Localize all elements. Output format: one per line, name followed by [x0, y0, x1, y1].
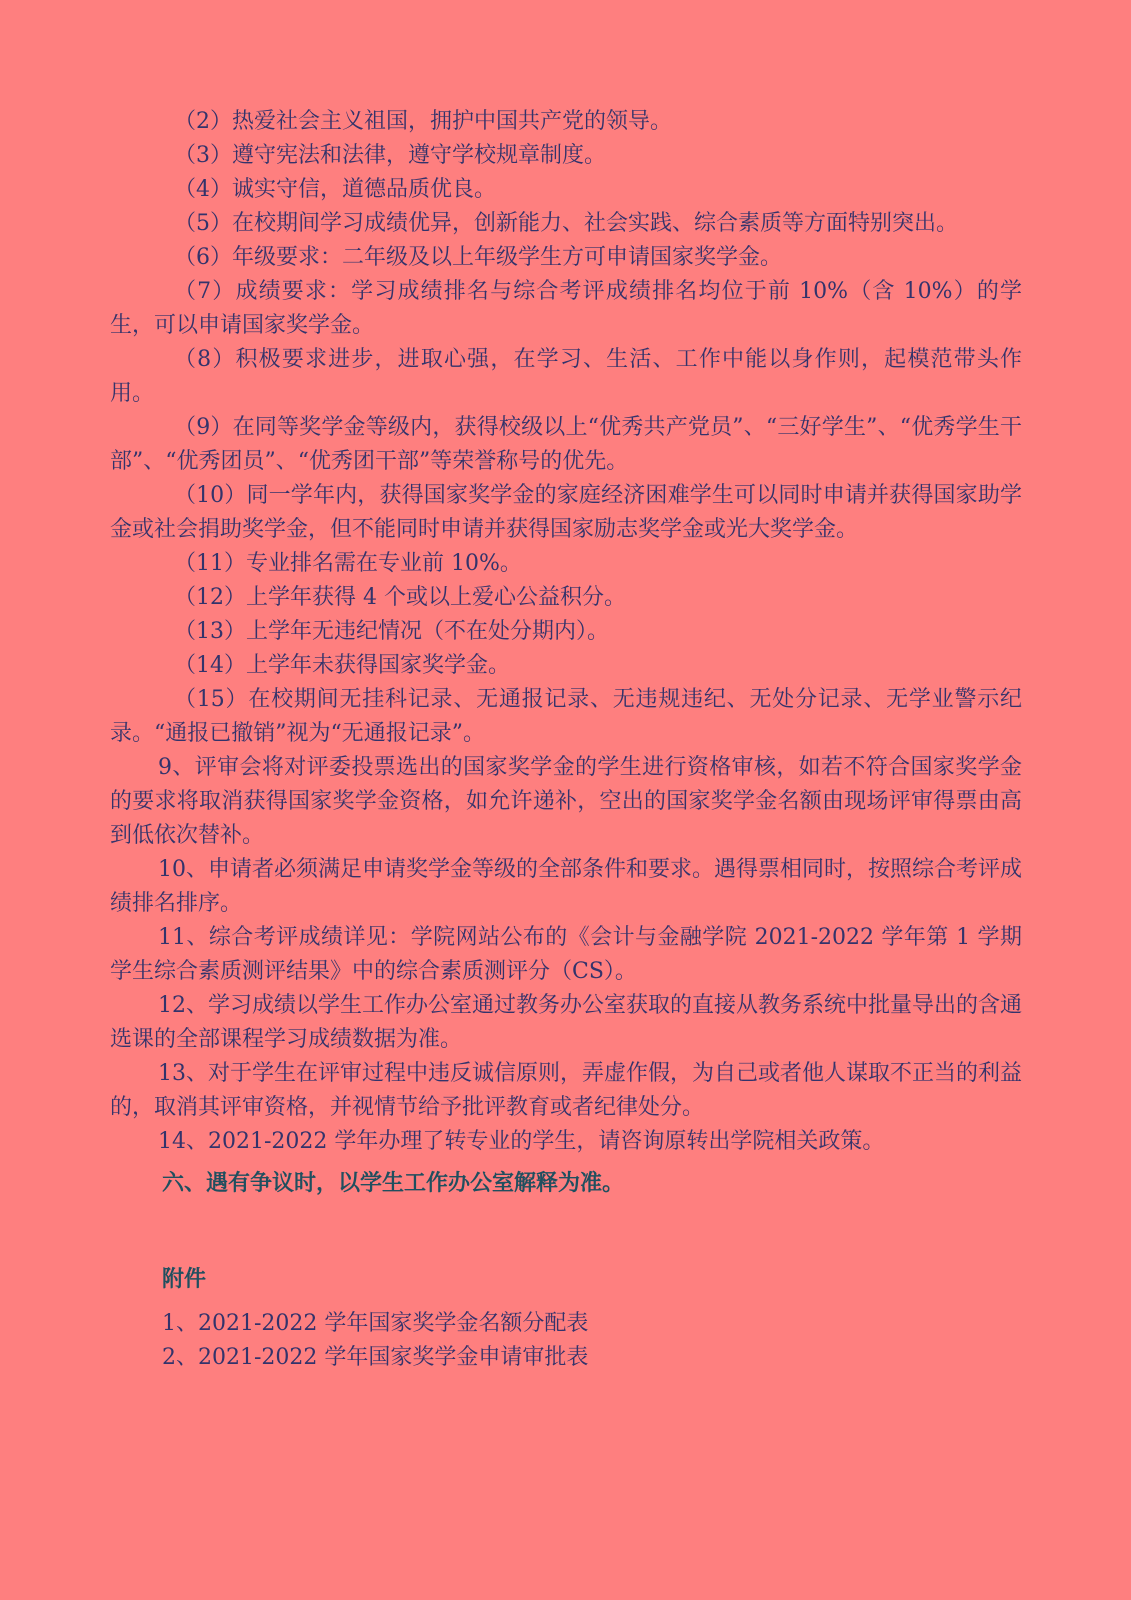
attachments-heading: 附件 [162, 1267, 207, 1292]
condition-item-14: （14）上学年未获得国家奖学金。 [174, 653, 510, 678]
condition-item-12: （12）上学年获得 4 个或以上爱心公益积分。 [174, 585, 626, 610]
condition-item-10: （10）同一学年内，获得国家奖学金的家庭经济困难学生可以同时申请并获得国家助学金或社会捐助奖学金，但不能同时申请并获得国家励志奖学金或光大奖学金。 [110, 483, 1022, 542]
rule-item-12: 12、学习成绩以学生工作办公室通过教务办公室获取的直接从教务系统中批量导出的含通选课的全部课程学习成绩数据为准。 [110, 993, 1022, 1052]
rule-item-10: 10、申请者必须满足申请奖学金等级的全部条件和要求。遇得票相同时，按照综合考评成绩排名排序。 [110, 857, 1022, 916]
condition-item-8: （8）积极要求进步，进取心强，在学习、生活、工作中能以身作则，起模范带头作用。 [110, 347, 1022, 406]
condition-item-7: （7）成绩要求：学习成绩排名与综合考评成绩排名均位于前 10%（含 10%）的学生，可以申请国家奖学金。 [110, 279, 1022, 338]
rule-item-13: 13、对于学生在评审过程中违反诚信原则，弄虚作假，为自己或者他人谋取不正当的利益的，取消其评审资格，并视情节给予批评教育或者纪律处分。 [110, 1061, 1022, 1120]
attachments-list [110, 1307, 1022, 1375]
condition-item-6: （6）年级要求：二年级及以上年级学生方可申请国家奖学金。 [174, 245, 782, 270]
condition-item-15: （15）在校期间无挂科记录、无通报记录、无违规违纪、无处分记录、无学业警示纪录。“通报已撤销”视为“无通报记录”。 [110, 687, 1022, 746]
attachment-item-2: 2、2021-2022 学年国家奖学金申请审批表 [162, 1345, 589, 1370]
condition-item-13: （13）上学年无违纪情况（不在处分期内）。 [174, 619, 609, 644]
condition-item-3: （3）遵守宪法和法律，遵守学校规章制度。 [174, 143, 606, 168]
document-page [110, 105, 1022, 1375]
condition-item-9: （9）在同等奖学金等级内，获得校级以上“优秀共产党员”、“三好学生”、“优秀学生干部”、“优秀团员”、“优秀团干部”等荣誉称号的优先。 [110, 415, 1022, 474]
condition-item-11: （11）专业排名需在专业前 10%。 [174, 551, 522, 576]
condition-item-2: （2）热爱社会主义祖国，拥护中国共产党的领导。 [174, 109, 672, 134]
section-six-heading: 六、遇有争议时，以学生工作办公室解释为准。 [162, 1171, 625, 1196]
rule-item-9: 9、评审会将对评委投票选出的国家奖学金的学生进行资格审核，如若不符合国家奖学金的要求将取消获得国家奖学金资格，如允许递补，空出的国家奖学金名额由现场评审得票由高到低依次替补。 [110, 755, 1022, 848]
attachment-item-1: 1、2021-2022 学年国家奖学金名额分配表 [162, 1311, 589, 1336]
condition-item-5: （5）在校期间学习成绩优异，创新能力、社会实践、综合素质等方面特别突出。 [174, 211, 958, 236]
rule-item-11: 11、综合考评成绩详见：学院网站公布的《会计与金融学院 2021-2022 学年第 1 学期学生综合素质测评结果》中的综合素质测评分（CS）。 [110, 925, 1022, 984]
condition-item-4: （4）诚实守信，道德品质优良。 [174, 177, 496, 202]
rule-item-14: 14、2021-2022 学年办理了转专业的学生，请咨询原转出学院相关政策。 [158, 1129, 885, 1154]
